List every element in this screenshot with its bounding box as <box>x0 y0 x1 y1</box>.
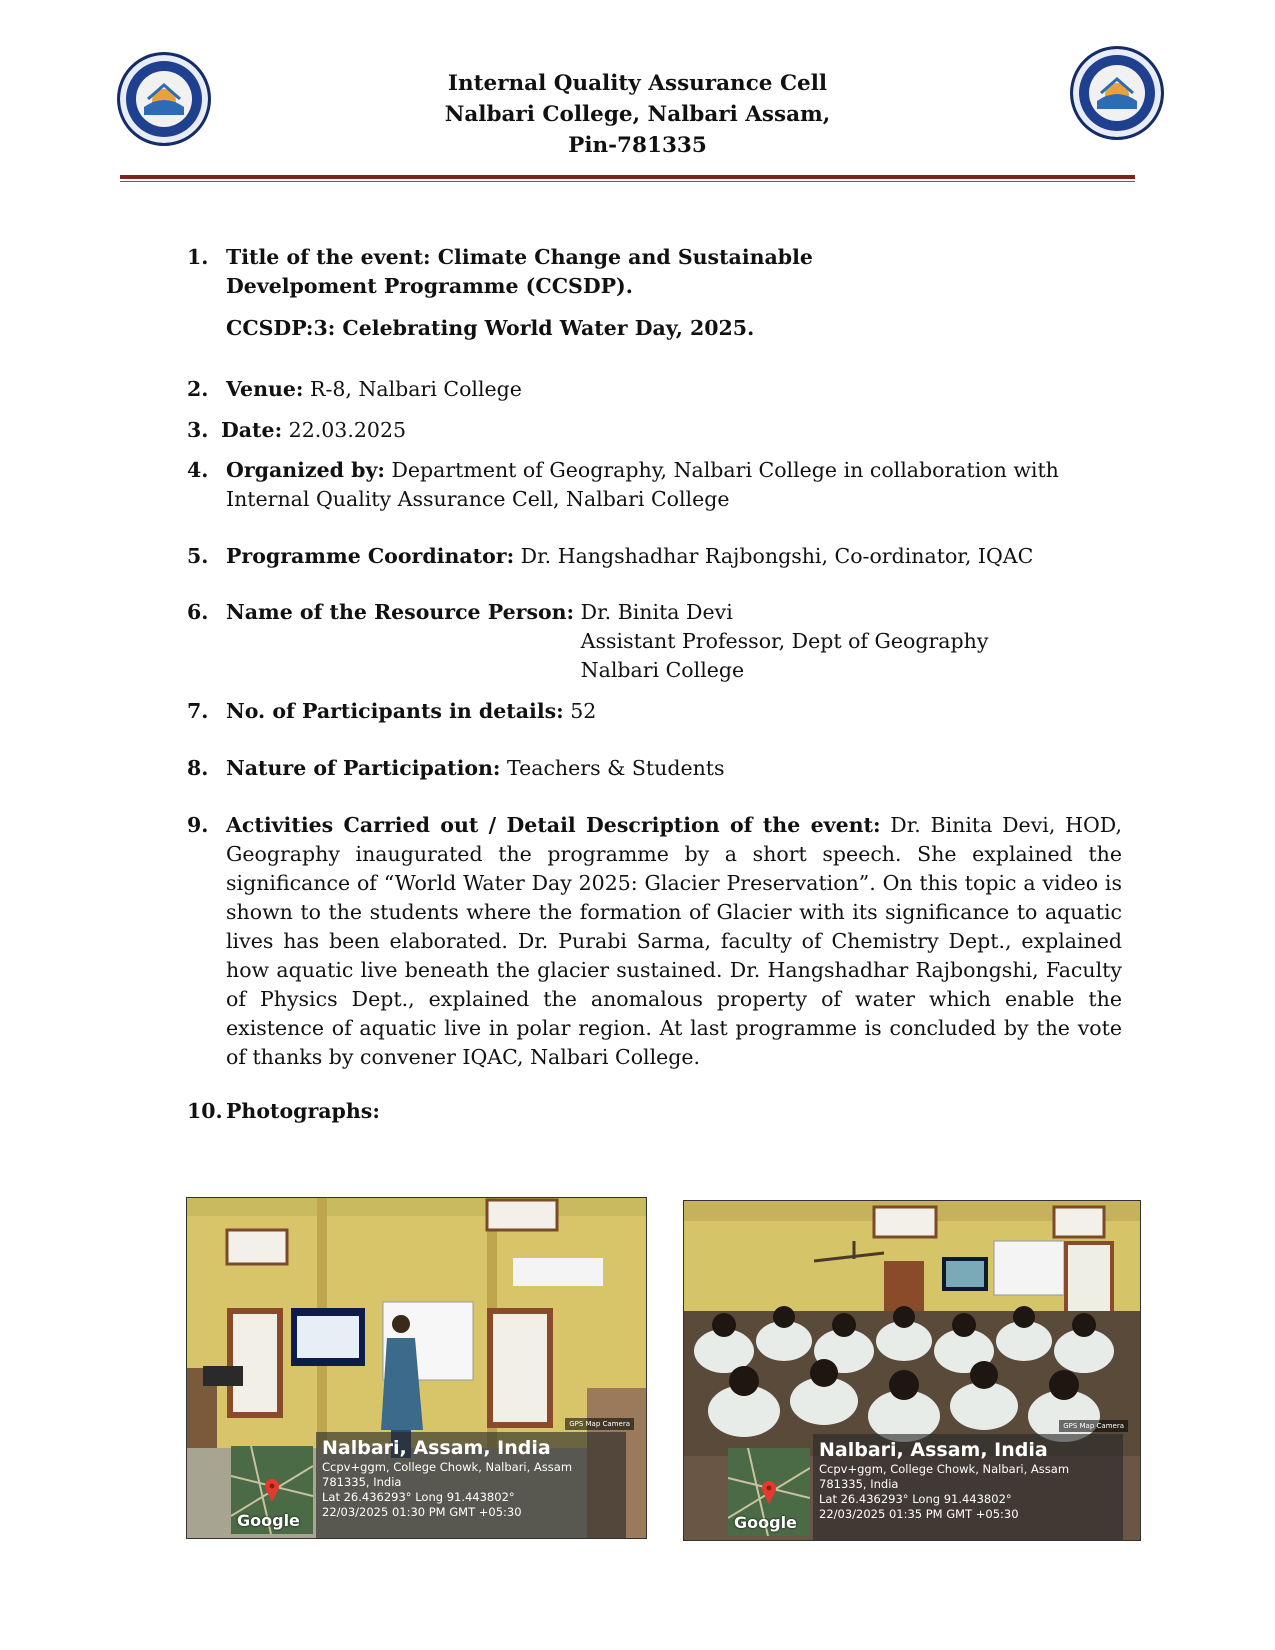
resource-person-name: Dr. Binita Devi <box>580 600 733 624</box>
geotag-datetime: 22/03/2025 01:30 PM GMT +05:30 <box>322 1505 522 1519</box>
geotag-address-1: Ccpv+ggm, College Chowk, Nalbari, Assam <box>819 1462 1070 1476</box>
item-venue <box>187 375 1122 404</box>
google-map-label: Google <box>734 1513 797 1532</box>
resource-person-institution: Nalbari College <box>580 658 745 682</box>
geotag-city: Nalbari, Assam, India <box>819 1439 1048 1461</box>
event-subtitle: CCSDP:3: Celebrating World Water Day, 2025. <box>226 316 755 340</box>
item-participants <box>187 697 1122 726</box>
header-divider <box>120 175 1135 179</box>
header-line-3: Pin-781335 <box>568 133 707 158</box>
venue-value: R-8, Nalbari College <box>303 377 522 401</box>
event-photo-2 <box>683 1200 1141 1541</box>
letterhead <box>0 68 1275 161</box>
geotag-overlay <box>316 1432 626 1538</box>
item-number: 5. <box>187 544 209 568</box>
item-date <box>187 416 1122 445</box>
geotag-coordinates: Lat 26.436293° Long 91.443802° <box>322 1490 515 1504</box>
item-number: 9. <box>187 813 209 837</box>
item-coordinator <box>187 542 1122 571</box>
item-number: 10. <box>187 1099 223 1123</box>
geotag-address-2: 781335, India <box>322 1475 402 1489</box>
gps-camera-tag: GPS Map Camera <box>565 1418 634 1430</box>
participation-label: Nature of Participation: <box>226 756 501 780</box>
geotag-overlay <box>813 1434 1123 1540</box>
header-line-2: Nalbari College, Nalbari Assam, <box>444 102 831 127</box>
coordinator-label: Programme Coordinator: <box>226 544 515 568</box>
header-line-1: Internal Quality Assurance Cell <box>447 71 828 96</box>
item-number: 2. <box>187 377 209 401</box>
item-title <box>187 243 1122 343</box>
item-number: 7. <box>187 699 209 723</box>
organized-value: Department of Geography, Nalbari College in collaboration with Internal Quality Assurance Cell, Nalbari College <box>226 458 1059 511</box>
activities-description: Dr. Binita Devi, HOD, Geography inaugurated the programme by a short speech. She explained the significance of “World Water Day 2025: Glacier Preservation”. On this topic a video is shown to the students where the formation of Glacier with its significance to aquatic lives has been elaborated. Dr. Purabi Sarma, faculty of Chemistry Dept., explained how aquatic live beneath the glacier sustained. Dr. Hangshadhar Rajbongshi, Faculty of Physics Dept., explained the anomalous property of water which enable the existence of aquatic live in polar region. At last programme is concluded by the vote of thanks by convener IQAC, Nalbari College. <box>226 813 1122 1069</box>
item-number: 8. <box>187 756 209 780</box>
header-divider-thin <box>120 181 1135 182</box>
event-photo-1 <box>186 1197 647 1539</box>
date-label: Date: <box>221 418 283 442</box>
participants-value: 52 <box>563 699 597 723</box>
item-resource-person <box>187 598 1122 685</box>
item-number: 1. <box>187 245 209 269</box>
activities-label: Activities Carried out / Detail Description of the event: <box>226 813 881 837</box>
geotag-city: Nalbari, Assam, India <box>322 1437 551 1459</box>
item-photographs <box>187 1097 1122 1126</box>
geotag-address-1: Ccpv+ggm, College Chowk, Nalbari, Assam <box>322 1460 573 1474</box>
participation-value: Teachers & Students <box>500 756 725 780</box>
resource-person-designation: Assistant Professor, Dept of Geography <box>580 629 989 653</box>
item-activities <box>187 811 1122 1072</box>
item-nature-of-participation <box>187 754 1122 783</box>
date-value: 22.03.2025 <box>282 418 407 442</box>
geotag-datetime: 22/03/2025 01:35 PM GMT +05:30 <box>819 1507 1019 1521</box>
geotag-coordinates: Lat 26.436293° Long 91.443802° <box>819 1492 1012 1506</box>
coordinator-value: Dr. Hangshadhar Rajbongshi, Co-ordinator, IQAC <box>514 544 1034 568</box>
event-title: Title of the event: Climate Change and Sustainable Develpoment Programme (CCSDP). <box>226 245 813 298</box>
item-number: 3. <box>187 418 209 442</box>
item-organized-by <box>187 456 1122 514</box>
item-number: 4. <box>187 458 209 482</box>
google-map-label: Google <box>237 1511 300 1530</box>
organized-label: Organized by: <box>226 458 385 482</box>
venue-label: Venue: <box>226 377 304 401</box>
participants-label: No. of Participants in details: <box>226 699 564 723</box>
item-number: 6. <box>187 600 209 624</box>
geotag-address-2: 781335, India <box>819 1477 899 1491</box>
photographs-label: Photographs: <box>226 1099 380 1123</box>
resource-person-label: Name of the Resource Person: <box>226 600 575 624</box>
gps-camera-tag: GPS Map Camera <box>1059 1420 1128 1432</box>
